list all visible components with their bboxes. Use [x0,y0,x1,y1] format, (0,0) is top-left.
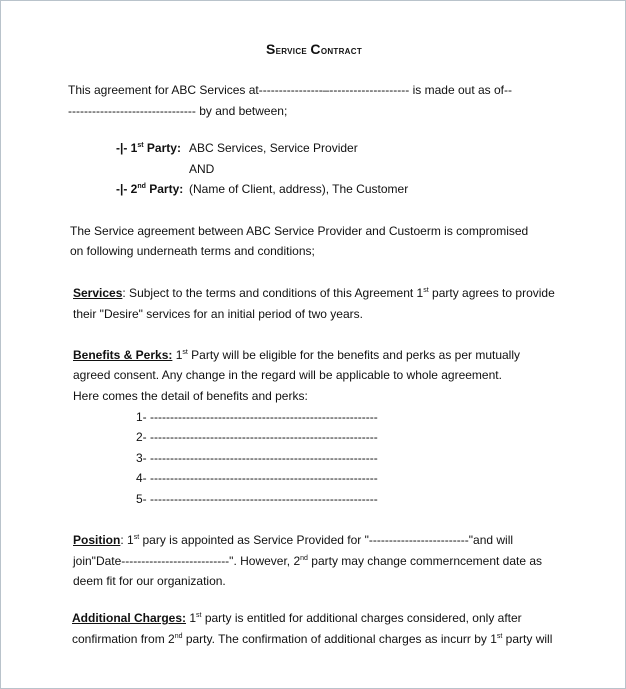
party-1-value: ABC Services, Service Provider [189,141,358,155]
benefit-item: 5- --------------------------------------------------------- [136,492,378,506]
agreement-line-2: on following underneath terms and conditions; [70,244,315,258]
agreement-line-1: The Service agreement between ABC Service Provider and Custoerm is compromised [70,224,529,238]
benefit-item: 1- --------------------------------------------------------- [136,410,378,424]
benefits-line-3: Here comes the detail of benefits and perks: [73,389,308,403]
party-2-value: (Name of Client, address), The Customer [189,182,409,196]
document-title: Service Contract [265,41,363,57]
and-text: AND [189,162,215,176]
position-line-1: Position: 1st pary is appointed as Service Provided for "-------------------------"and will [73,533,514,547]
benefits-line-2: agreed consent. Any change in the regard will be applicable to whole agreement. [73,368,502,382]
party-2-line: -|- 2nd Party: [116,182,184,196]
position-line-3: deem fit for our organization. [73,574,226,588]
benefits-line-1: Benefits & Perks: 1st Party will be eligible for the benefits and perks as per mutually [73,348,521,362]
intro-line-2: -------------------------------- by and between; [68,104,288,118]
benefit-item: 4- --------------------------------------------------------- [136,471,378,485]
benefit-item: 2- --------------------------------------------------------- [136,430,378,444]
position-line-2: join"Date---------------------------". However, 2nd party may change commerncement date as [73,554,543,568]
position-heading: Position [73,533,121,547]
party-1-line: -|- 1st Party: [116,141,181,155]
services-line-1: Services: Subject to the terms and conditions of this Agreement 1st party agrees to provide [73,286,555,300]
benefit-item: 3- --------------------------------------------------------- [136,451,378,465]
benefits-heading: Benefits & Perks: [73,348,173,362]
services-heading: Services [73,286,123,300]
charges-heading: Additional Charges: [72,611,187,625]
charges-line-1: Additional Charges: 1st party is entitled for additional charges considered, only after [72,611,522,625]
services-line-2: their "Desire" services for an initial period of two years. [73,307,363,321]
charges-line-2: confirmation from 2nd party. The confirmation of additional charges as incurr by 1st party will [72,632,553,646]
intro-line-1: This agreement for ABC Services at----------------–-------------------- is made out as of-- [68,83,512,97]
